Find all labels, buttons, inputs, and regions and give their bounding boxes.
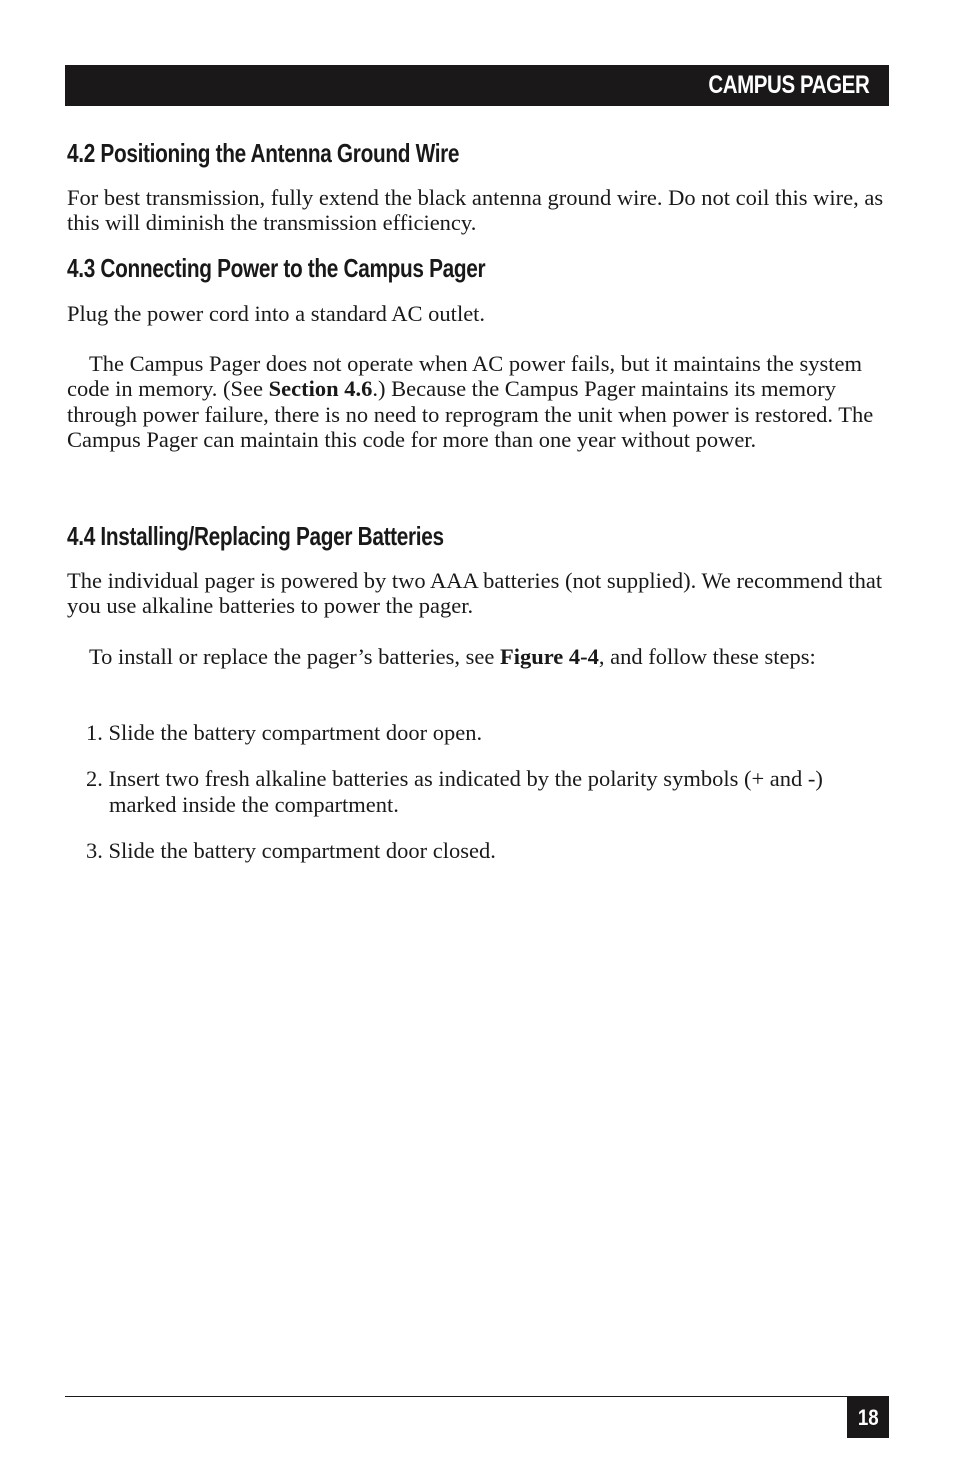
paragraph-text: , and follow these steps:: [598, 644, 816, 669]
footer-rule: [65, 1396, 889, 1397]
running-header-title: CAMPUS PAGER: [707, 71, 869, 99]
paragraph-power-failure: [67, 351, 897, 452]
page-number-box: [847, 1397, 889, 1438]
figure-reference-link: Figure 4-4: [499, 644, 599, 669]
paragraph-text: To install or replace the pager’s batteries, see: [89, 644, 500, 669]
section-heading-4-4: 4.4 Installing/Replacing Pager Batteries: [67, 521, 444, 551]
paragraph-plug-power: Plug the power cord into a standard AC outlet.: [67, 301, 486, 326]
section-heading-4-2: 4.2 Positioning the Antenna Ground Wire: [67, 138, 460, 168]
section-heading-4-3: 4.3 Connecting Power to the Campus Pager: [67, 253, 486, 283]
paragraph-text: The Campus Pager does not operate when AC power fails, but it maintains the system code in memory. (See: [67, 351, 862, 402]
paragraph-batteries-intro: The individual pager is powered by two AAA batteries (not supplied). We recommend that you use alkaline batteries to power the pager.: [67, 568, 883, 619]
battery-steps-list: [86, 720, 886, 863]
list-item: 1. Slide the battery compartment door open.: [86, 720, 483, 745]
list-item: 3. Slide the battery compartment door closed.: [86, 837, 496, 863]
header-bar: [65, 65, 889, 106]
paragraph-install-steps-intro: [67, 644, 897, 669]
section-reference-link: Section 4.6: [268, 376, 373, 402]
list-item: 2. Insert two fresh alkaline batteries as indicated by the polarity symbols (+ and -) marked inside the compartment.: [86, 766, 823, 817]
page-number: 18: [857, 1405, 879, 1430]
paragraph-antenna-wire: For best transmission, fully extend the black antenna ground wire. Do not coil this wire, as this will diminish the transmission efficiency.: [67, 185, 884, 236]
paragraph-text: .) Because the Campus Pager maintains its memory through power failure, there is no need to reprogram the unit when power is restored. The Campus Pager can maintain this code for more than one year without power.: [67, 376, 874, 452]
